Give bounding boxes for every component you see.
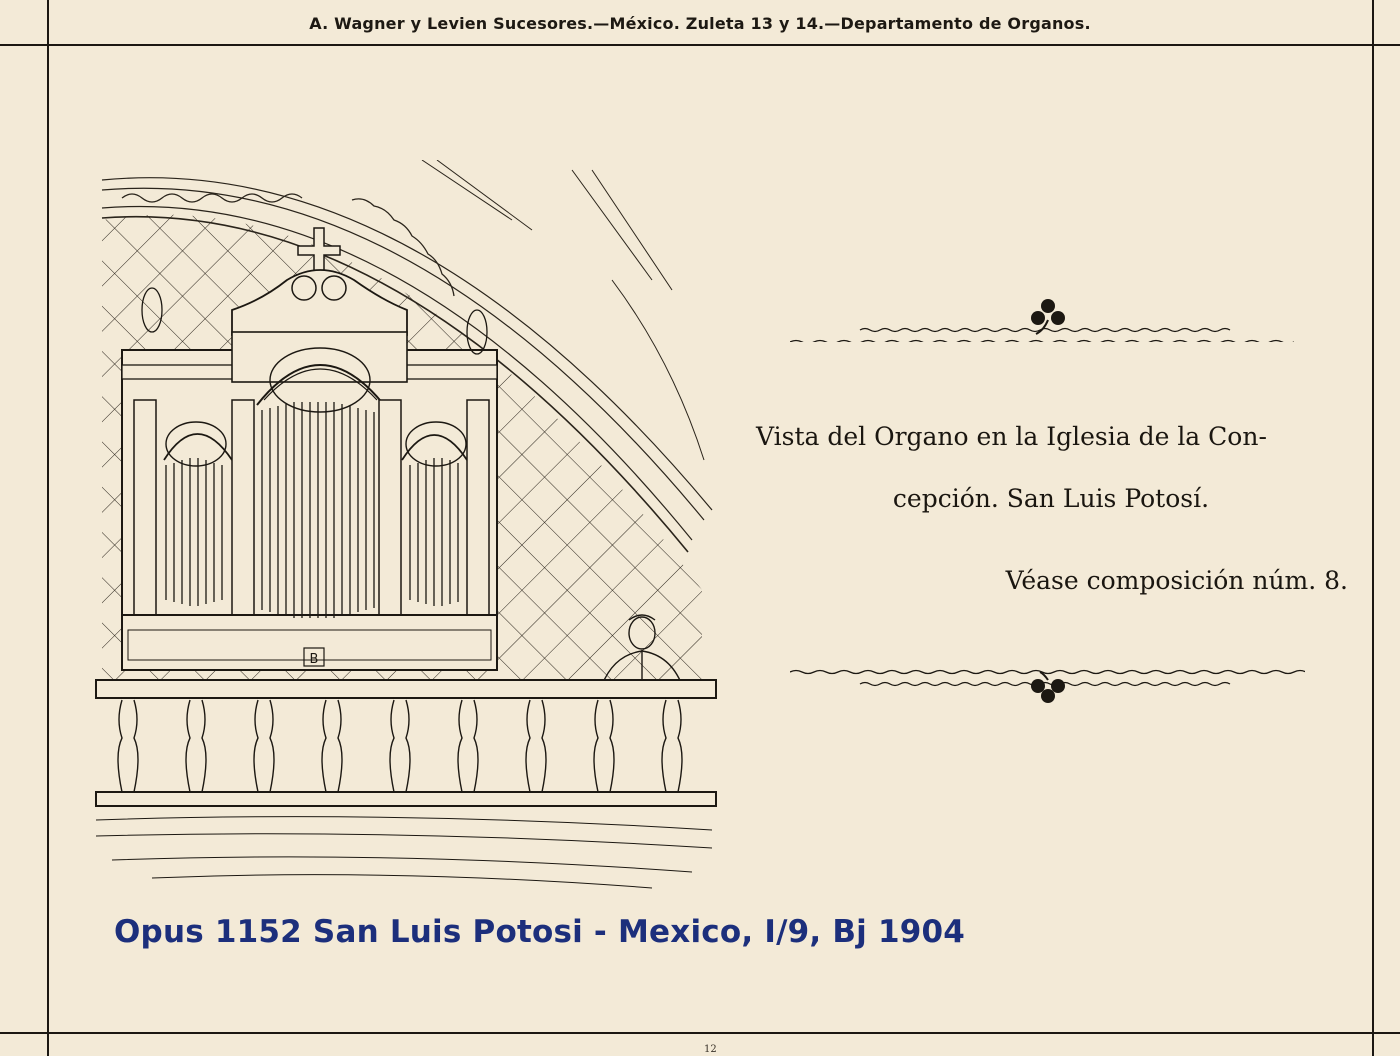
- balustrade: [96, 680, 716, 888]
- page-number: 12: [704, 1044, 717, 1055]
- organ-caption: [756, 406, 1346, 530]
- organ-illustration: [92, 160, 722, 900]
- page-header: A. Wagner y Levien Sucesores.—México. Zuleta 13 y 14.—Departamento de Organos.: [309, 14, 1091, 33]
- composition-reference: Véase composición núm. 8.: [1005, 566, 1348, 595]
- trefoil-icon: [1031, 672, 1065, 703]
- top-ornament: [790, 292, 1305, 342]
- caption-line-1: Vista del Organo en la Iglesia de la Con-: [756, 422, 1267, 451]
- opus-label: Opus 1152 San Luis Potosi - Mexico, I/9, Bj 1904: [114, 914, 966, 950]
- organ-panel-letter: B: [309, 652, 319, 667]
- left-border-rule: [47, 0, 49, 1056]
- right-border-rule: [1372, 0, 1374, 1056]
- top-rule: [0, 44, 1400, 46]
- caption-line-2: cepción. San Luis Potosí.: [892, 484, 1210, 513]
- bottom-ornament: [790, 660, 1305, 710]
- bottom-rule: [0, 1032, 1400, 1034]
